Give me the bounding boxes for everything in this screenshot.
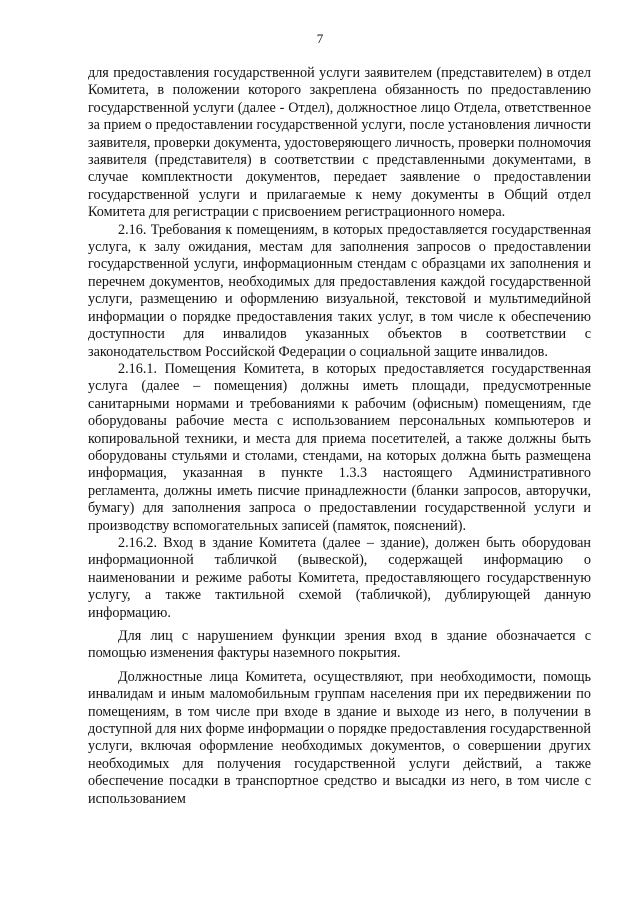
paragraph-section-2-16-2: 2.16.2. Вход в здание Комитета (далее – здание), должен быть оборудован информационной табличкой (вывеской), содержащей информацию о наименовании и режиме работы Комитета, предоставляющего государственную услугу, а также тактильной схемой (табличкой), дублирующей данную информацию. bbox=[88, 534, 591, 621]
page-number: 7 bbox=[316, 31, 324, 46]
paragraph-officials-assist: Должностные лица Комитета, осуществляют, при необходимости, помощь инвалидам и иным маломобильным группам населения при их передвижении по помещениям, в том числе при входе в здание и выходе из него, в получении в доступной для них форме информации о порядке предоставления государственной услуги, включая оформление необходимых документов, о совершении других необходимых для получения государственной услуги действий, а также обеспечение посадки в транспортное средство и высадки из него, в том числе с использованием bbox=[88, 668, 591, 807]
paragraph-vision-impaired: Для лиц с нарушением функции зрения вход в здание обозначается с помощью изменения фактуры наземного покрытия. bbox=[88, 628, 591, 662]
paragraph-continuation: для предоставления государственной услуги заявителем (представителем) в отдел Комитета, в положении которого закреплена обязанность по предоставлению государственной услуги (далее - Отдел), должностное лицо Отдела, ответственное за прием о предоставлении государственной услуги, после установления личности заявителя, проверки документа, удостоверяющего личность, проверки полномочия заявителя (представителя) в соответствии с представленными документами, в случае комплектности документов, передает заявление о предоставлении государственной услуги и прилагаемые к нему документы в Общий отдел Комитета для регистрации с присвоением регистрационного номера. bbox=[88, 65, 591, 221]
paragraph-section-2-16-1: 2.16.1. Помещения Комитета, в которых предоставляется государственная услуга (далее – помещения) должны иметь площади, предусмотренные санитарными нормами и требованиями к рабочим (офисным) помещениям, где оборудованы рабочие места с использованием персональных компьютеров и копировальной техники, и места для приема посетителей, а также должны быть оборудованы стульями и столами, стендами, на которых должна быть размещена информация, указанная в пункте 1.3.3 настоящего Административного регламента, должны иметь писчие принадлежности (бланки запросов, авторучки, бумагу) для заполнения запроса о предоставлении государственной услуги и производству вспомогательных записей (памяток, пояснений). bbox=[88, 360, 591, 534]
paragraph-section-2-16: 2.16. Требования к помещениям, в которых предоставляется государственная услуга, к залу ожидания, местам для заполнения запросов о предоставлении государственной услуги, информационным стендам с образцами их заполнения и перечнем документов, необходимых для предоставления каждой государственной услуги, размещению и оформлению визуальной, текстовой и мультимедийной информации о порядке предоставления таких услуг, в том числе к обеспечению доступности для инвалидов указанных объектов в соответствии с законодательством Российской Федерации о социальной защите инвалидов. bbox=[88, 221, 591, 360]
document-body bbox=[88, 65, 591, 808]
